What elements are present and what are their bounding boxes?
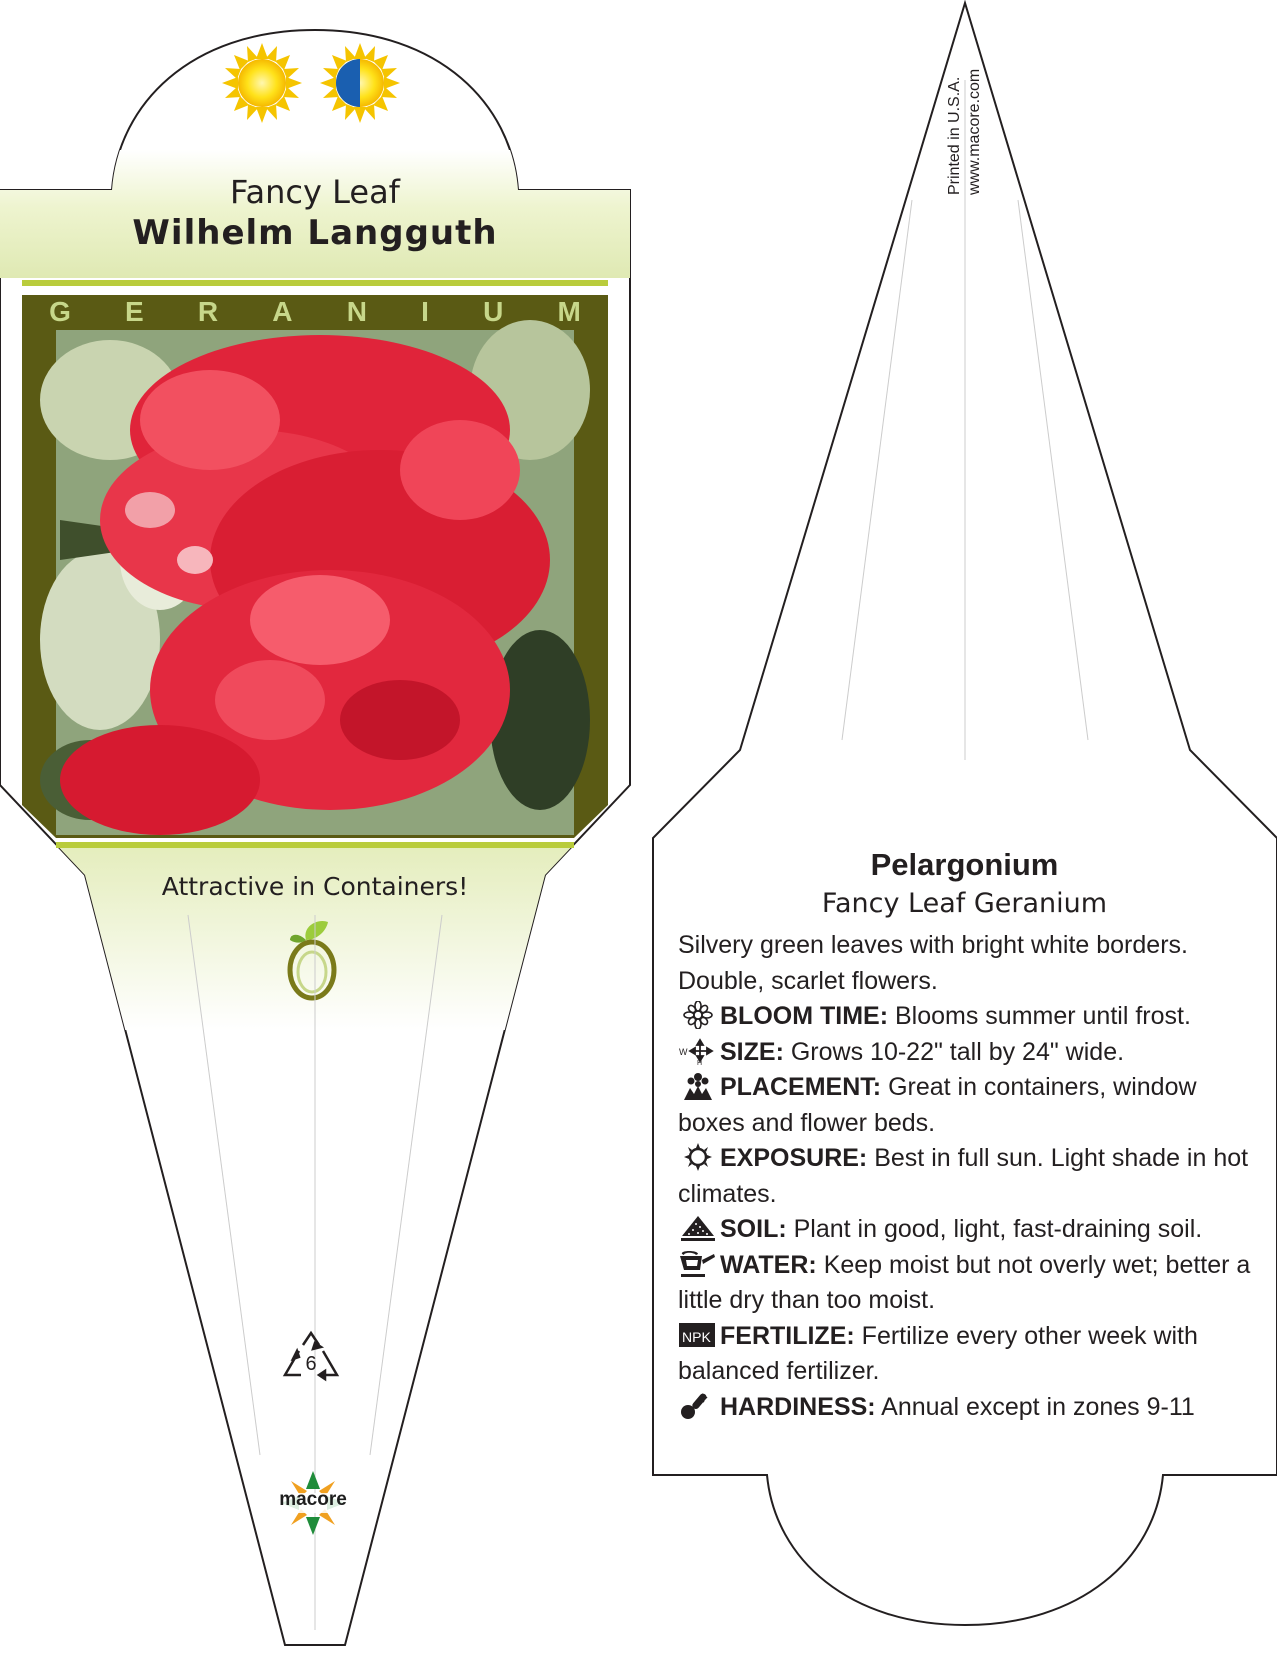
attribute-text: Fertilize every other week with balanced fertilizer. xyxy=(678,1321,1198,1385)
printed-in: Printed in U.S.A. xyxy=(946,76,963,195)
photo-accent-line xyxy=(56,842,574,848)
attribute-text: Plant in good, light, fast-draining soil. xyxy=(793,1215,1203,1243)
recycle-number: 6 xyxy=(305,1353,317,1375)
genus-letter: I xyxy=(421,296,429,327)
header-accent-line xyxy=(22,280,608,286)
attribute-exposure xyxy=(678,1141,1253,1212)
placement-icon xyxy=(678,1072,718,1100)
attribute-text: Keep moist but not overly wet; better a little dry than too moist. xyxy=(678,1250,1251,1314)
brand-name: macore xyxy=(279,1489,347,1510)
genus-letter: N xyxy=(346,296,367,327)
soil-icon xyxy=(678,1214,718,1242)
attribute-text: Annual except in zones 9-11 xyxy=(881,1392,1195,1421)
front-tag xyxy=(0,30,630,1645)
attribute-hardiness xyxy=(678,1390,1253,1426)
attribute-soil xyxy=(678,1212,1253,1248)
attribute-size xyxy=(678,1035,1253,1071)
geranium-photo xyxy=(40,320,590,835)
svg-text:W: W xyxy=(679,1046,688,1057)
tagline: Attractive in Containers! xyxy=(161,872,469,901)
variety-line-1: Fancy Leaf xyxy=(230,173,400,211)
full-sun-icon xyxy=(222,43,302,123)
genus-letter: R xyxy=(197,296,219,327)
genus-letter: U xyxy=(483,296,504,327)
thermometer-icon xyxy=(678,1392,718,1420)
watering-can-icon xyxy=(678,1250,718,1278)
genus-letter: G xyxy=(49,296,71,327)
genus-letter: M xyxy=(557,296,581,327)
attribute-water xyxy=(678,1248,1253,1319)
attribute-text: Best in full sun. Light shade in hot climates. xyxy=(678,1144,1249,1208)
attribute-label: HARDINESS: xyxy=(720,1392,876,1421)
svg-text:H: H xyxy=(697,1059,703,1065)
part-sun-icon xyxy=(320,43,400,123)
printer-url: www.macore.com xyxy=(966,68,983,195)
variety-name: Wilhelm Langguth xyxy=(132,213,498,253)
attribute-bloom-time xyxy=(678,999,1253,1035)
genus-letter: E xyxy=(125,296,144,327)
attribute-text: Great in containers, window boxes and flower beds. xyxy=(678,1073,1197,1137)
attribute-label: SOIL: xyxy=(720,1215,787,1243)
botanical-name: Pelargonium xyxy=(870,847,1059,882)
flower-icon xyxy=(678,1001,718,1029)
printer-info xyxy=(945,69,985,195)
attribute-label: SIZE: xyxy=(720,1037,784,1066)
genus-label xyxy=(22,296,608,328)
attribute-label: WATER: xyxy=(720,1250,817,1279)
plant-description: Silvery green leaves with bright white borders. Double, scarlet flowers. xyxy=(678,931,1188,995)
attribute-text: Blooms summer until frost. xyxy=(894,1002,1191,1030)
common-name: Fancy Leaf Geranium xyxy=(821,888,1108,919)
genus-letter: A xyxy=(272,296,293,327)
npk-icon xyxy=(678,1321,718,1349)
attribute-label: EXPOSURE: xyxy=(720,1144,868,1172)
sun-icon xyxy=(678,1143,718,1171)
size-icon xyxy=(678,1037,718,1065)
attribute-label: FERTILIZE: xyxy=(720,1321,855,1350)
attribute-placement xyxy=(678,1070,1253,1141)
plant-description-block xyxy=(678,928,1253,1425)
attribute-label: PLACEMENT: xyxy=(720,1073,882,1101)
svg-text:NPK: NPK xyxy=(682,1328,711,1345)
attribute-fertilize xyxy=(678,1319,1253,1390)
attribute-text: Grows 10-22" tall by 24" wide. xyxy=(790,1037,1125,1066)
attribute-label: BLOOM TIME: xyxy=(720,1002,889,1030)
